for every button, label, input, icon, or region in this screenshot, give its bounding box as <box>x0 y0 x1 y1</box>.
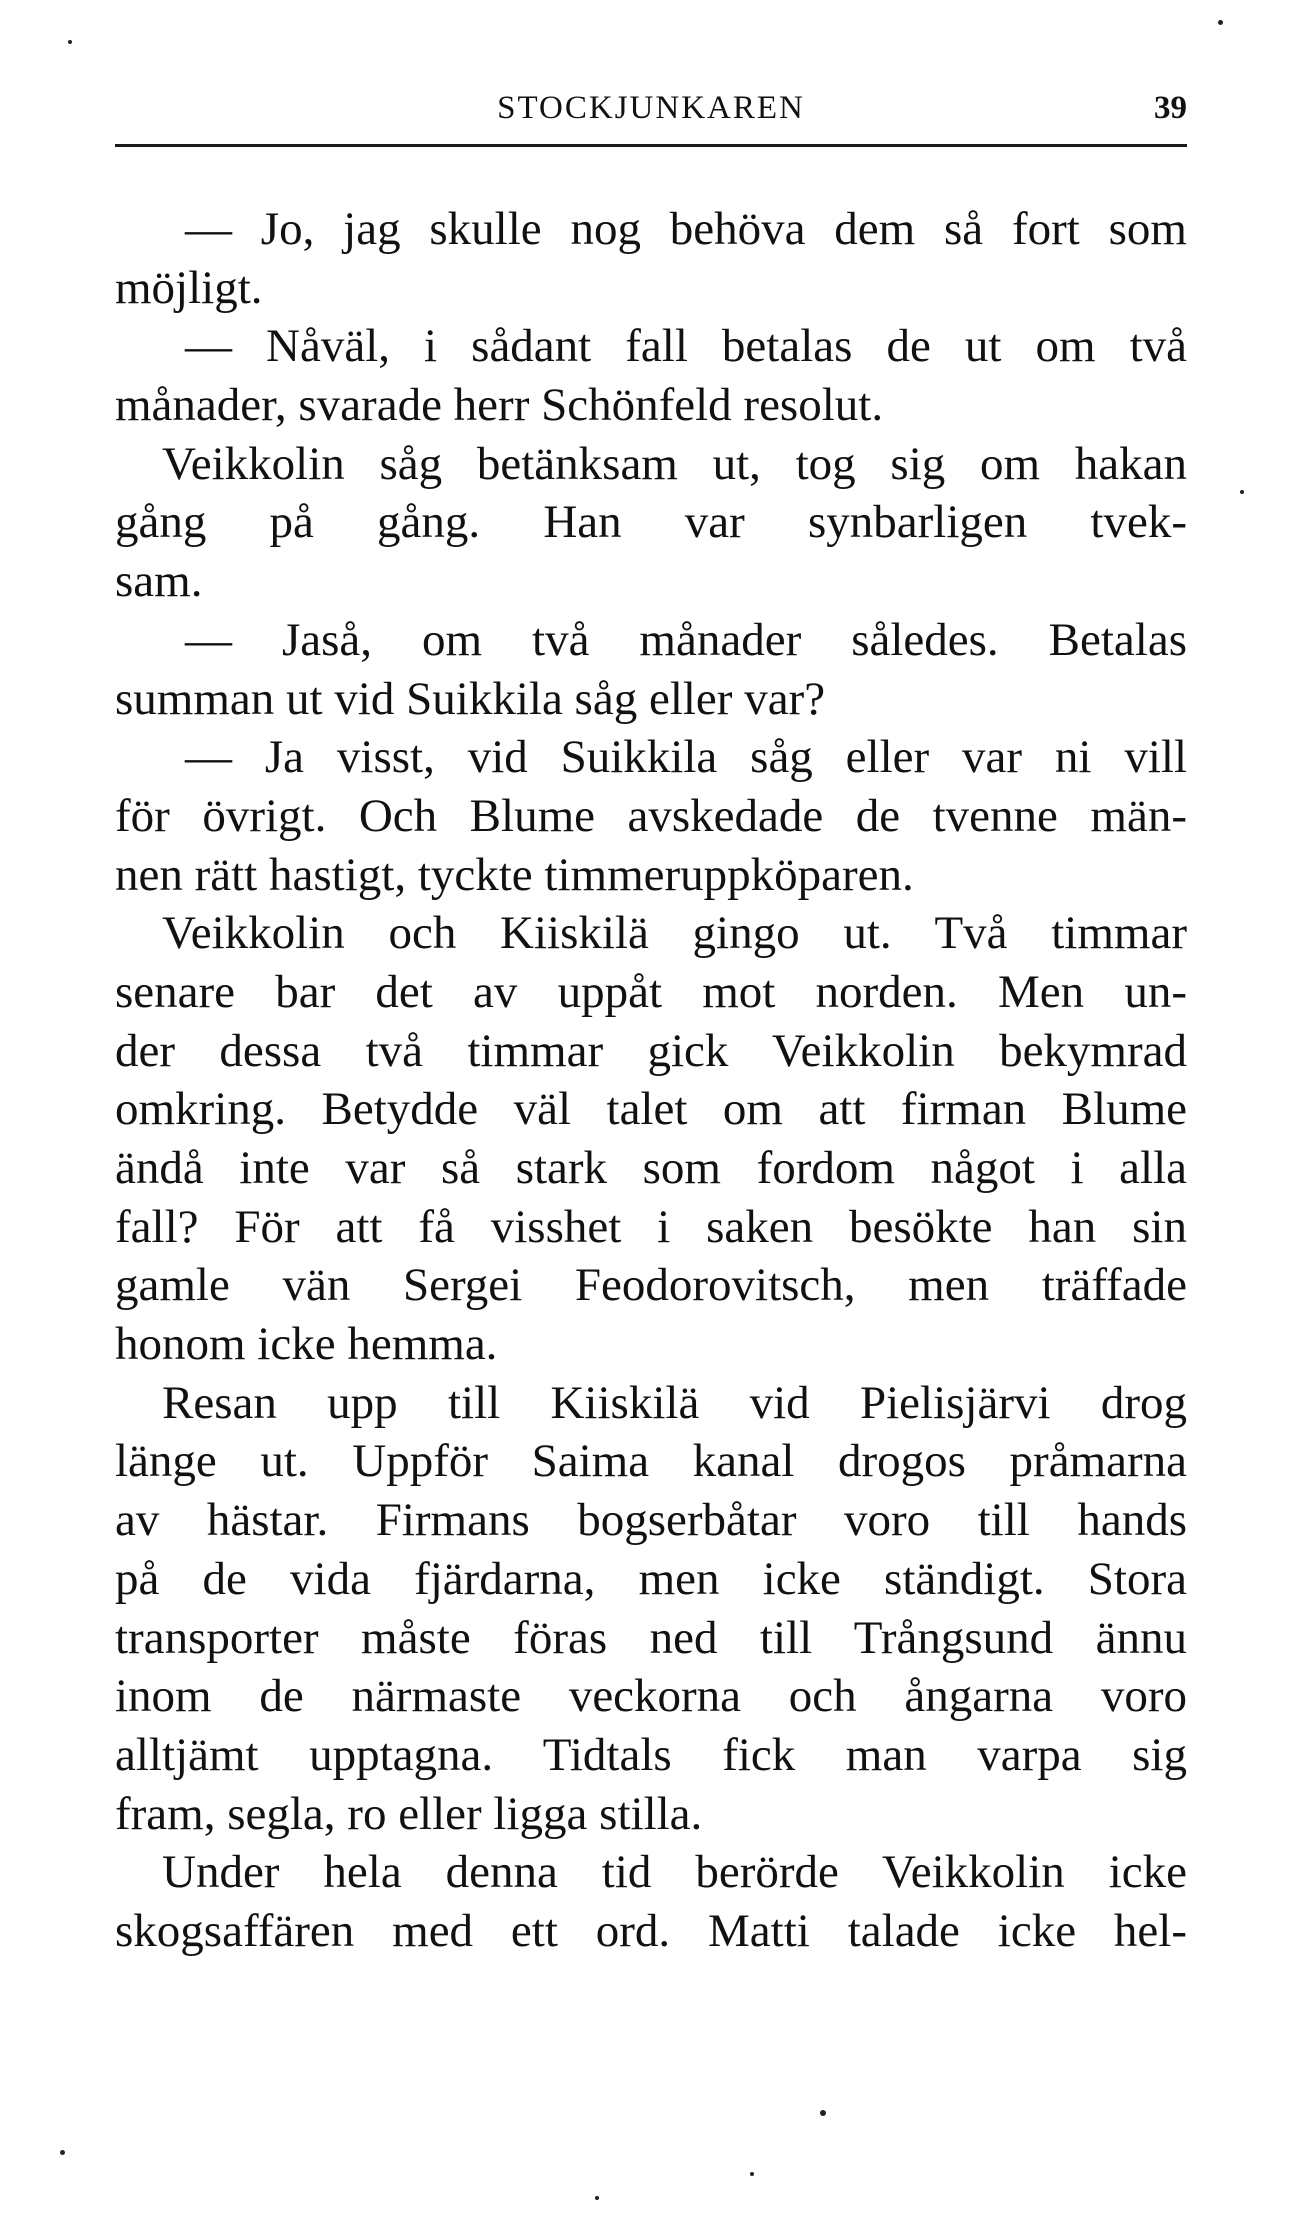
text-line: Veikkolin såg betänksam ut, tog sig om hakan <box>162 437 1187 490</box>
text-line: gamle vän Sergei Feodorovitsch, men träffade <box>115 1259 1187 1312</box>
text-line: skogsaffären med ett ord. Matti talade icke hel- <box>115 1904 1187 1957</box>
print-speck <box>1218 20 1223 25</box>
text-line: gång på gång. Han var synbarligen tvek- <box>115 496 1187 549</box>
print-speck <box>595 2196 599 2200</box>
text-line: fall? För att få visshet i saken besökte han sin <box>115 1200 1187 1253</box>
print-speck <box>820 2110 826 2116</box>
text-line: inom de närmaste veckorna och ångarna voro <box>115 1670 1187 1723</box>
text-line: månader, svarade herr Schönfeld resolut. <box>115 379 884 432</box>
text-line: summan ut vid Suikkila såg eller var? <box>115 672 826 725</box>
text-line: ändå inte var så stark som fordom något i alla <box>115 1142 1187 1194</box>
text-line: honom icke hemma. <box>115 1318 498 1371</box>
text-line: nen rätt hastigt, tyckte timmeruppköparen. <box>115 848 914 901</box>
text-line: — Ja visst, vid Suikkila såg eller var ni vill <box>185 731 1187 784</box>
text-line: på de vida fjärdarna, men icke ständigt. Stora <box>115 1552 1187 1605</box>
text-line: — Jo, jag skulle nog behöva dem så fort som <box>185 203 1187 255</box>
page-number: 39 <box>1154 90 1187 126</box>
print-speck <box>750 2172 754 2176</box>
text-line: alltjämt upptagna. Tidtals fick man varpa sig <box>115 1728 1187 1781</box>
text-line: Resan upp till Kiiskilä vid Pielisjärvi drog <box>162 1376 1187 1429</box>
text-line: senare bar det av uppåt mot norden. Men un- <box>115 965 1187 1018</box>
text-line: Veikkolin och Kiiskilä gingo ut. Två timmar <box>162 907 1187 960</box>
text-line: möjligt. <box>115 261 263 314</box>
text-line: fram, segla, ro eller ligga stilla. <box>115 1787 703 1840</box>
text-line: länge ut. Uppför Saima kanal drogos pråmarna <box>115 1435 1187 1488</box>
text-line: för övrigt. Och Blume avskedade de tvenne män- <box>115 789 1187 842</box>
body-text <box>115 200 1187 1961</box>
print-speck <box>68 40 72 44</box>
text-line: der dessa två timmar gick Veikkolin bekymrad <box>115 1024 1187 1077</box>
page-header <box>115 88 1187 147</box>
text-line: sam. <box>115 555 203 608</box>
text-line: omkring. Betydde väl talet om att firman Blume <box>115 1083 1187 1136</box>
running-head: STOCKJUNKAREN <box>497 90 805 126</box>
text-line: — Nåväl, i sådant fall betalas de ut om två <box>185 320 1187 373</box>
text-line: — Jaså, om två månader således. Betalas <box>185 613 1187 666</box>
text-line: Under hela denna tid berörde Veikkolin icke <box>162 1846 1187 1899</box>
text-line: transporter måste föras ned till Trångsund ännu <box>115 1611 1187 1664</box>
print-speck <box>60 2150 65 2155</box>
print-speck <box>1240 490 1244 494</box>
text-line: av hästar. Firmans bogserbåtar voro till hands <box>115 1494 1187 1547</box>
